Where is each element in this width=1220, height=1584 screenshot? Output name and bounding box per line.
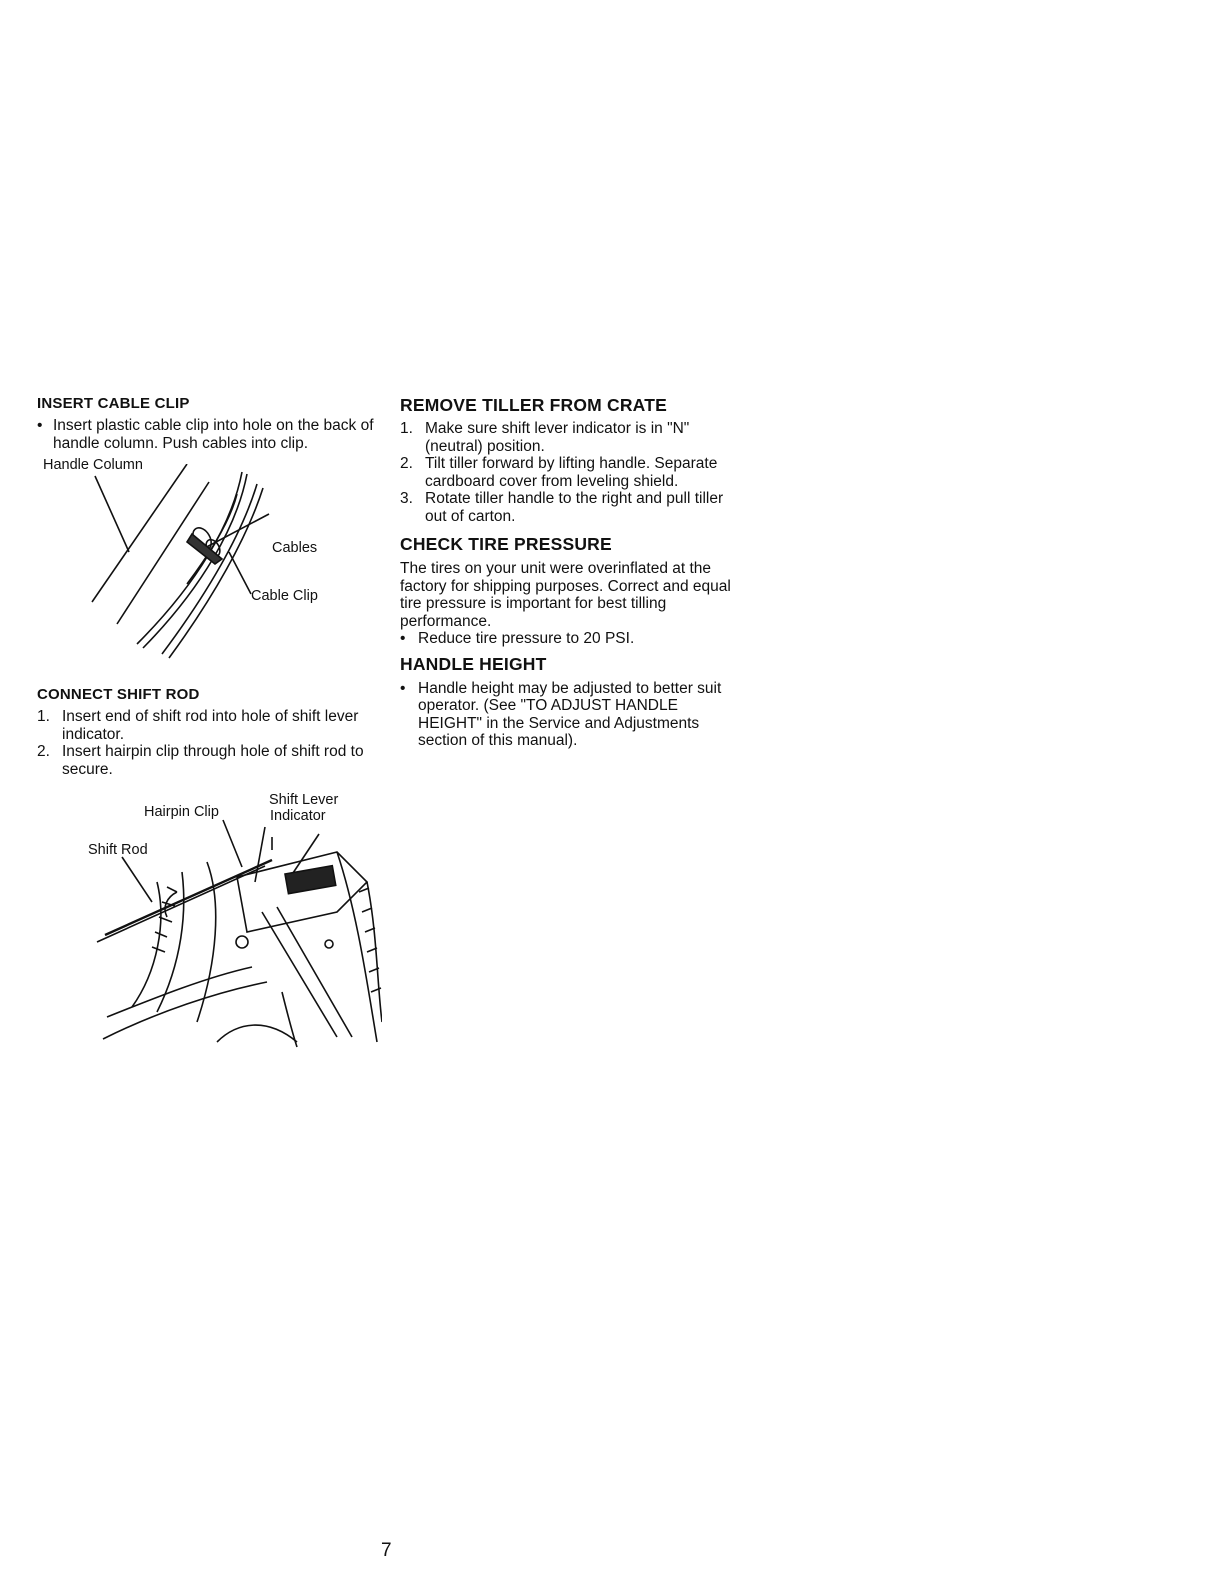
step-text: Tilt tiller forward by lifting handle. Separate cardboard cover from leveling shield.	[425, 455, 718, 490]
list-item	[400, 680, 745, 750]
cables-label: Cables	[272, 540, 318, 556]
bullet-marker: •	[37, 417, 43, 434]
handle-height-list	[400, 680, 745, 750]
step-number: 2.	[400, 455, 413, 472]
bullet-marker: •	[400, 630, 406, 647]
bullet-marker: •	[400, 679, 406, 697]
list-item	[400, 630, 745, 648]
step-number: 1.	[37, 708, 50, 725]
cable-clip-figure	[37, 457, 382, 664]
cable-clip-instruction: Insert plastic cable clip into hole on the back of handle column. Push cables into clip.	[53, 417, 374, 452]
list-item	[400, 420, 745, 455]
step-text: Insert hairpin clip through hole of shift rod to secure.	[62, 743, 364, 778]
list-item	[37, 743, 382, 778]
handle-height-instruction: Handle height may be adjusted to better suit operator. (See "TO ADJUST HANDLE HEIGHT" in the Service and Adjustments section of this manual).	[418, 679, 722, 749]
step-number: 1.	[400, 420, 413, 437]
cable-clip-list	[37, 417, 382, 452]
right-column	[400, 395, 745, 750]
list-item	[37, 708, 382, 743]
tire-pressure-instruction: Reduce tire pressure to 20 PSI.	[418, 630, 635, 647]
tire-pressure-body: The tires on your unit were overinflated at the factory for shipping purposes. Correct and equal tire pressure is important for best tilling performance.	[400, 560, 731, 630]
shift-rod-drawing	[37, 792, 382, 1052]
list-item	[37, 417, 382, 452]
insert-cable-clip-heading: INSERT CABLE CLIP	[37, 395, 190, 412]
connect-shift-rod-heading: CONNECT SHIFT ROD	[37, 686, 200, 703]
list-item	[400, 455, 745, 490]
hairpin-clip-label: Hairpin Clip	[144, 804, 219, 820]
shift-rod-label: Shift Rod	[88, 842, 148, 858]
step-number: 2.	[37, 743, 50, 760]
page-number: 7	[381, 1540, 392, 1561]
shift-lever-label-line2: Indicator	[270, 808, 326, 824]
list-item	[400, 490, 745, 525]
cable-clip-drawing	[37, 464, 382, 664]
left-column	[37, 395, 382, 1052]
tire-pressure-list	[400, 630, 745, 648]
check-tire-pressure-heading: CHECK TIRE PRESSURE	[400, 534, 612, 554]
shift-lever-label-line1: Shift Lever	[269, 792, 339, 808]
shift-rod-figure	[37, 792, 382, 1052]
step-text: Insert end of shift rod into hole of shift lever indicator.	[62, 708, 359, 743]
remove-tiller-heading: REMOVE TILLER FROM CRATE	[400, 395, 667, 415]
shift-rod-steps	[37, 708, 382, 778]
step-text: Rotate tiller handle to the right and pull tiller out of carton.	[425, 490, 724, 525]
step-number: 3.	[400, 490, 413, 507]
step-text: Make sure shift lever indicator is in "N" (neutral) position.	[425, 420, 690, 455]
handle-column-label: Handle Column	[43, 457, 143, 473]
remove-tiller-steps	[400, 420, 745, 525]
cable-clip-label: Cable Clip	[251, 588, 318, 604]
handle-height-heading: HANDLE HEIGHT	[400, 653, 547, 674]
